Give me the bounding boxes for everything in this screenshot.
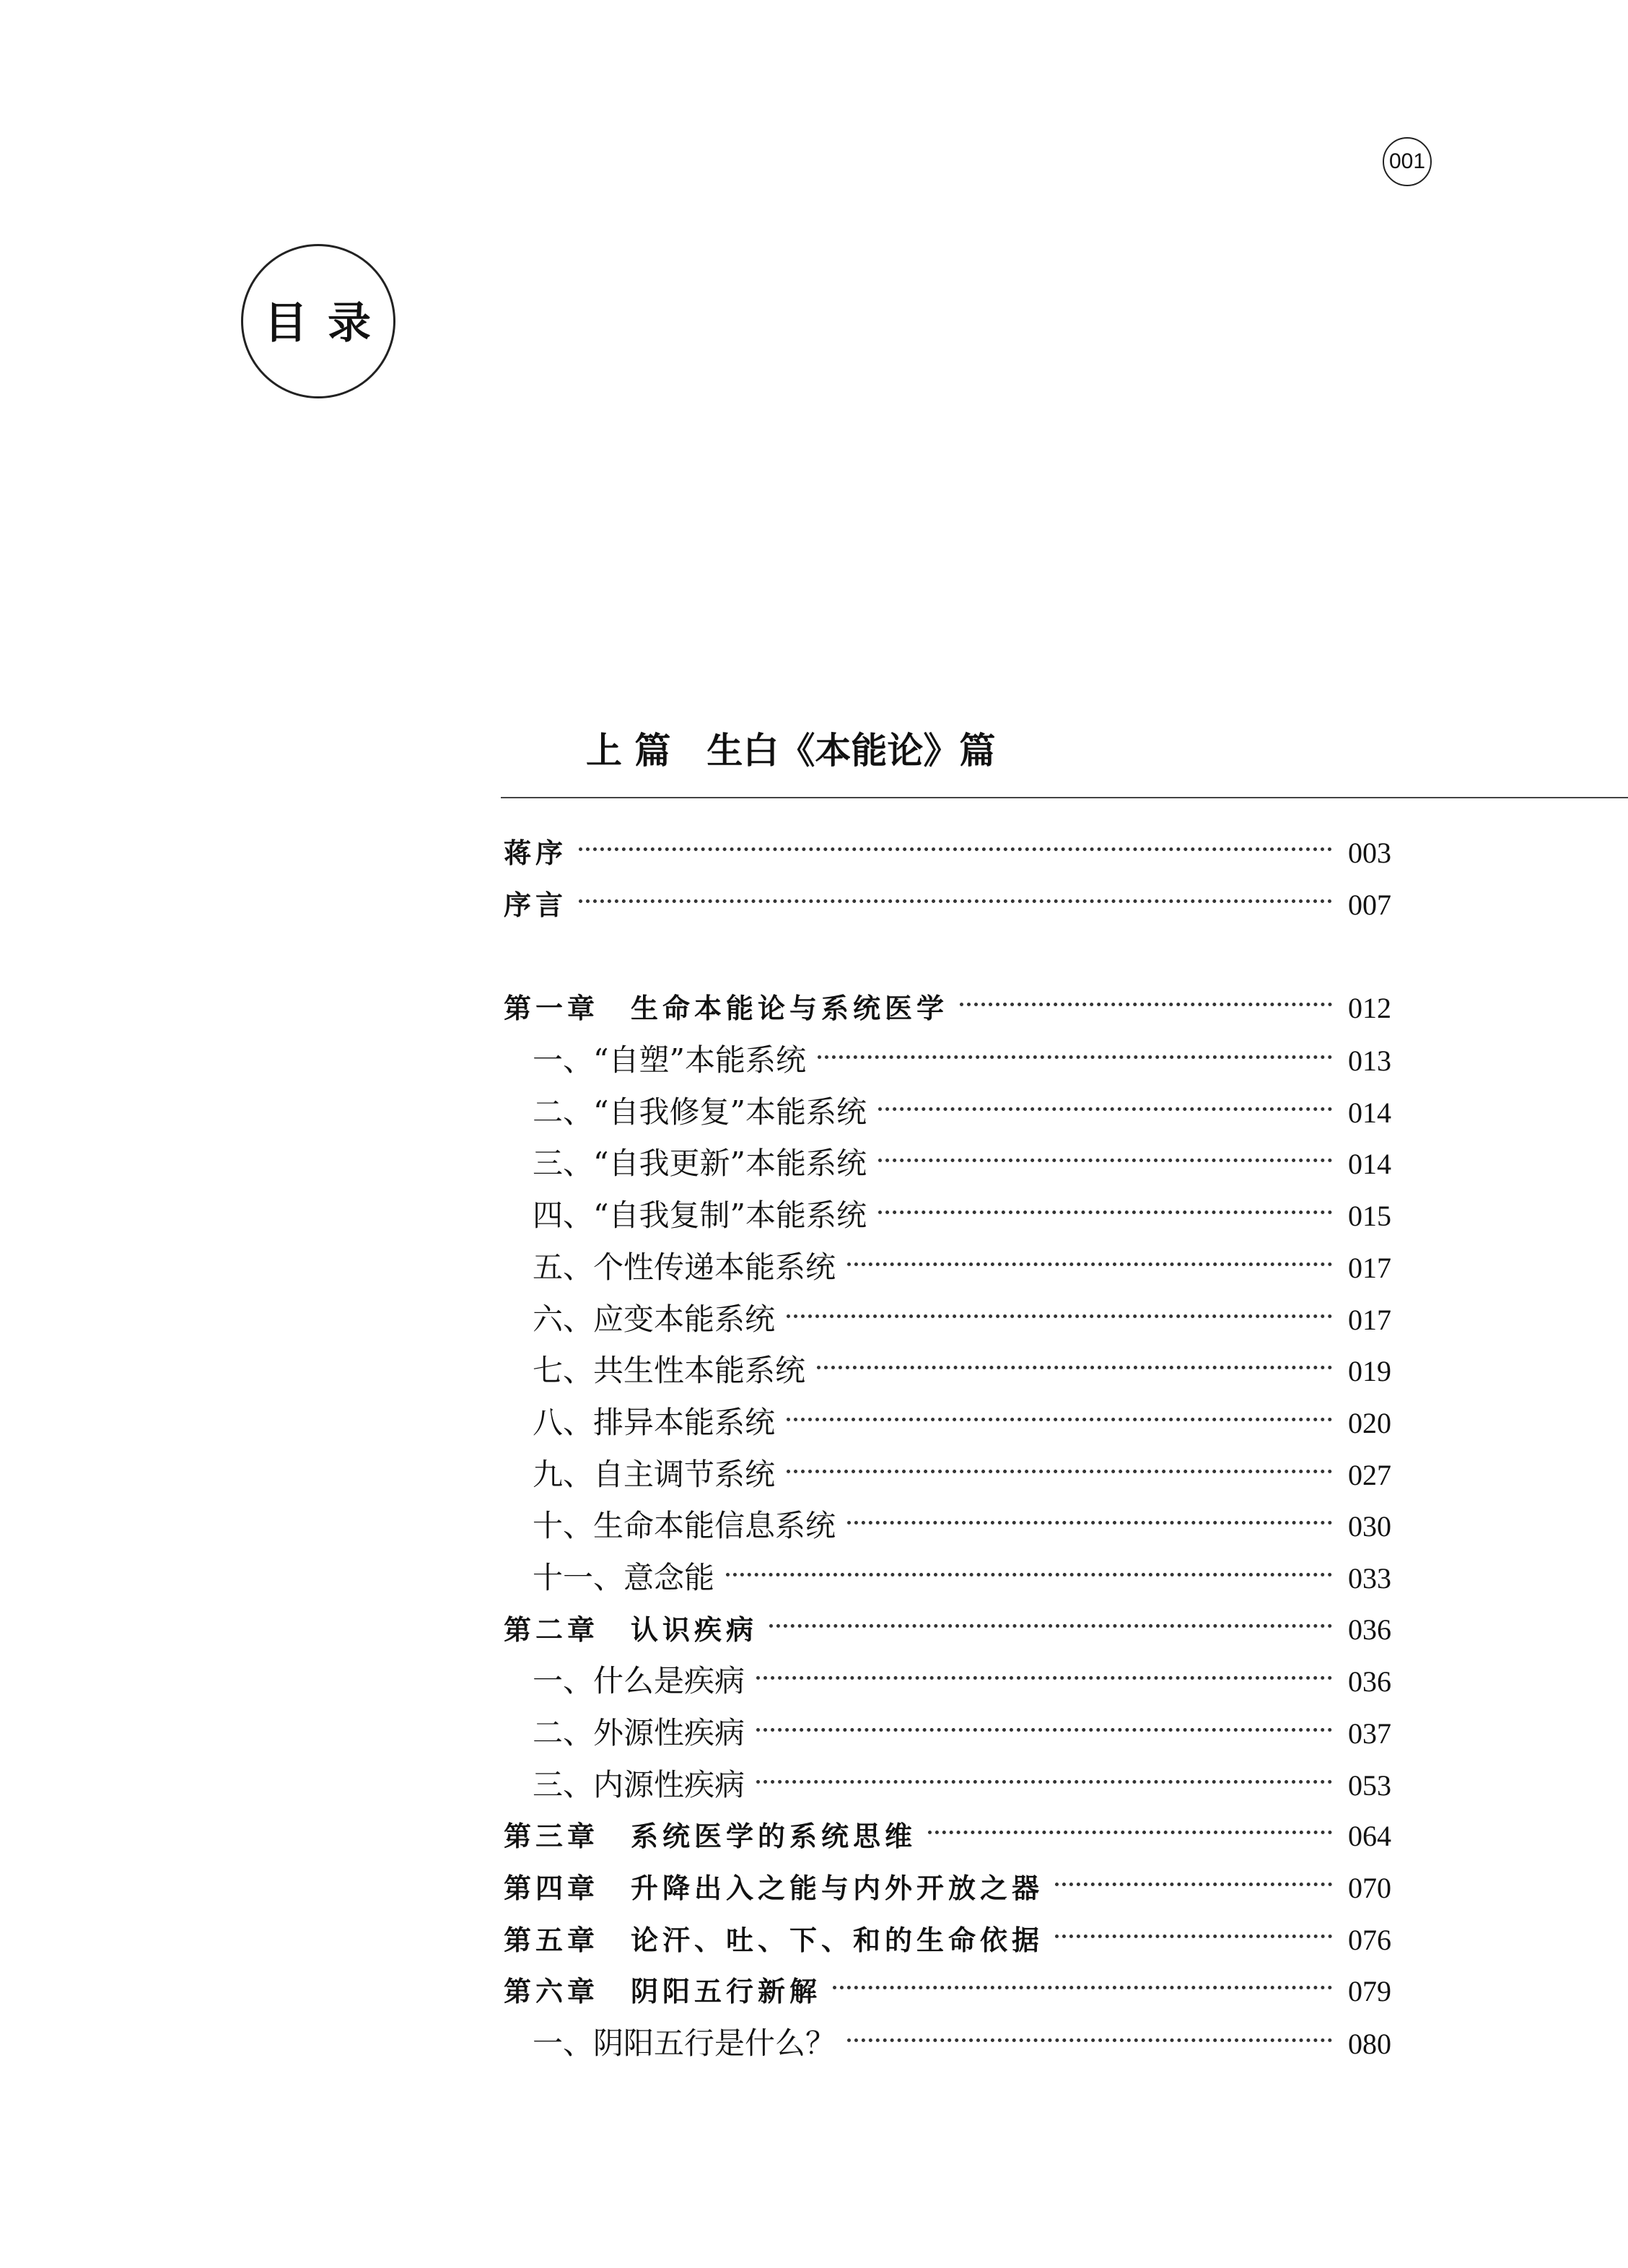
part-title: 上 篇 生白《本能论》篇 [586, 730, 996, 772]
toc-entry-label: 五、个性传递本能系统 [533, 1249, 836, 1285]
toc-entry-page: 007 [1348, 888, 1391, 921]
toc-entry-label: 一、阴阳五行是什么？ [533, 2025, 836, 2062]
toc-entry[interactable] [504, 1449, 1391, 1501]
toc-entry[interactable] [504, 1914, 1391, 1966]
toc-entry[interactable] [504, 1759, 1391, 1811]
toc-entry-page: 036 [1348, 1613, 1391, 1646]
toc-entry-label: 三、“自我更新”本能系统 [533, 1146, 867, 1182]
dot-leader [1055, 1935, 1332, 1938]
toc-entry[interactable] [504, 1190, 1391, 1242]
toc-entry[interactable] [504, 1707, 1391, 1759]
toc-entry[interactable] [504, 982, 1391, 1034]
toc-entry-label: 十一、意念能 [533, 1559, 715, 1595]
toc-entry[interactable] [504, 1500, 1391, 1552]
toc-entry[interactable] [504, 1862, 1391, 1914]
toc-entry-page: 003 [1348, 837, 1391, 869]
toc-entry-label: 第一章 生命本能论与系统医学 [504, 993, 949, 1025]
dot-leader [579, 899, 1332, 903]
toc-entry[interactable] [504, 1138, 1391, 1190]
dot-leader [579, 847, 1332, 851]
dot-leader [878, 1107, 1332, 1111]
dot-leader [756, 1676, 1332, 1680]
toc-entry-page: 027 [1348, 1458, 1391, 1491]
toc-entry-label: 二、外源性疾病 [533, 1715, 745, 1750]
toc-entry-label: 第四章 升降出入之能与内外开放之器 [504, 1872, 1044, 1905]
dot-leader [756, 1780, 1332, 1784]
toc-entry[interactable] [504, 879, 1391, 931]
toc-entry-page: 017 [1348, 1251, 1391, 1284]
toc-entry[interactable] [504, 1810, 1391, 1862]
toc-entry-page: 053 [1348, 1768, 1391, 1802]
toc-entry-page: 076 [1348, 1923, 1391, 1956]
dot-leader [878, 1211, 1332, 1214]
toc-entry-page: 064 [1348, 1820, 1391, 1853]
toc-entry[interactable] [504, 1345, 1391, 1397]
toc-entry-label: 序言 [504, 889, 568, 921]
toc-entry-label: 一、什么是疾病 [533, 1663, 745, 1699]
toc-entry-label: 一、“自塑”本能系统 [533, 1042, 806, 1078]
dot-leader [1055, 1883, 1332, 1886]
toc-entry-label: 十、生命本能信息系统 [533, 1508, 836, 1544]
dot-leader [818, 1055, 1332, 1059]
toc-entry-page: 017 [1348, 1303, 1391, 1336]
contents-title: 目录 [264, 298, 391, 349]
toc-entry-label: 八、排异本能系统 [533, 1404, 776, 1440]
page-number: 001 [1383, 137, 1432, 186]
toc-entry-label: 第六章 阴阳五行新解 [504, 1976, 822, 2008]
toc-entry-page: 020 [1348, 1406, 1391, 1439]
dot-leader [787, 1314, 1332, 1318]
dot-leader [756, 1728, 1332, 1732]
toc-entry-page: 015 [1348, 1200, 1391, 1233]
toc-entry-page: 037 [1348, 1717, 1391, 1750]
toc-entry-label: 第二章 认识疾病 [504, 1613, 758, 1646]
toc-entry-page: 014 [1348, 1096, 1391, 1129]
toc-entry[interactable] [504, 1397, 1391, 1449]
toc-entry[interactable] [504, 1966, 1391, 2018]
toc-entry-page: 030 [1348, 1510, 1391, 1543]
toc-entry[interactable] [504, 1552, 1391, 1604]
toc-entry-label: 第五章 论汗、吐、下、和的生命依据 [504, 1924, 1044, 1956]
dot-leader [833, 1986, 1332, 1989]
toc-entry-page: 013 [1348, 1044, 1391, 1078]
dot-leader [847, 1521, 1332, 1525]
dot-leader [878, 1159, 1332, 1162]
toc-entry-page: 033 [1348, 1561, 1391, 1595]
toc-entry-label: 蒋序 [504, 837, 568, 869]
toc-entry-page: 036 [1348, 1665, 1391, 1698]
toc-entry-label: 七、共生性本能系统 [533, 1353, 806, 1389]
toc-entry[interactable] [504, 827, 1391, 879]
toc-entry-page: 070 [1348, 1872, 1391, 1905]
divider-rule [501, 797, 1628, 798]
toc-entry-label: 六、应变本能系统 [533, 1301, 776, 1337]
table-of-contents [504, 827, 1391, 2069]
dot-leader [787, 1470, 1332, 1473]
toc-entry-label: 二、“自我修复”本能系统 [533, 1094, 867, 1130]
toc-entry[interactable] [504, 1242, 1391, 1294]
dot-leader [787, 1418, 1332, 1421]
toc-entry[interactable] [504, 1034, 1391, 1086]
toc-entry[interactable] [504, 1294, 1391, 1345]
dot-leader [847, 1262, 1332, 1266]
toc-entry[interactable] [504, 1655, 1391, 1707]
toc-entry[interactable] [504, 1086, 1391, 1138]
toc-entry-label: 第三章 系统医学的系统思维 [504, 1820, 917, 1853]
toc-entry-label: 九、自主调节系统 [533, 1456, 776, 1492]
dot-leader [726, 1573, 1332, 1576]
dot-leader [960, 1003, 1332, 1006]
toc-entry-label: 四、“自我复制”本能系统 [533, 1198, 867, 1234]
toc-entry-page: 080 [1348, 2028, 1391, 2061]
toc-entry[interactable] [504, 2018, 1391, 2069]
toc-entry-page: 079 [1348, 1975, 1391, 2008]
toc-entry-page: 014 [1348, 1148, 1391, 1181]
toc-entry-page: 019 [1348, 1355, 1391, 1388]
toc-entry-page: 012 [1348, 992, 1391, 1025]
dot-leader [817, 1366, 1332, 1369]
dot-leader [928, 1831, 1332, 1834]
toc-entry-label: 三、内源性疾病 [533, 1766, 745, 1802]
toc-entry[interactable] [504, 1604, 1391, 1656]
dot-leader [769, 1624, 1332, 1628]
dot-leader [847, 2038, 1332, 2042]
